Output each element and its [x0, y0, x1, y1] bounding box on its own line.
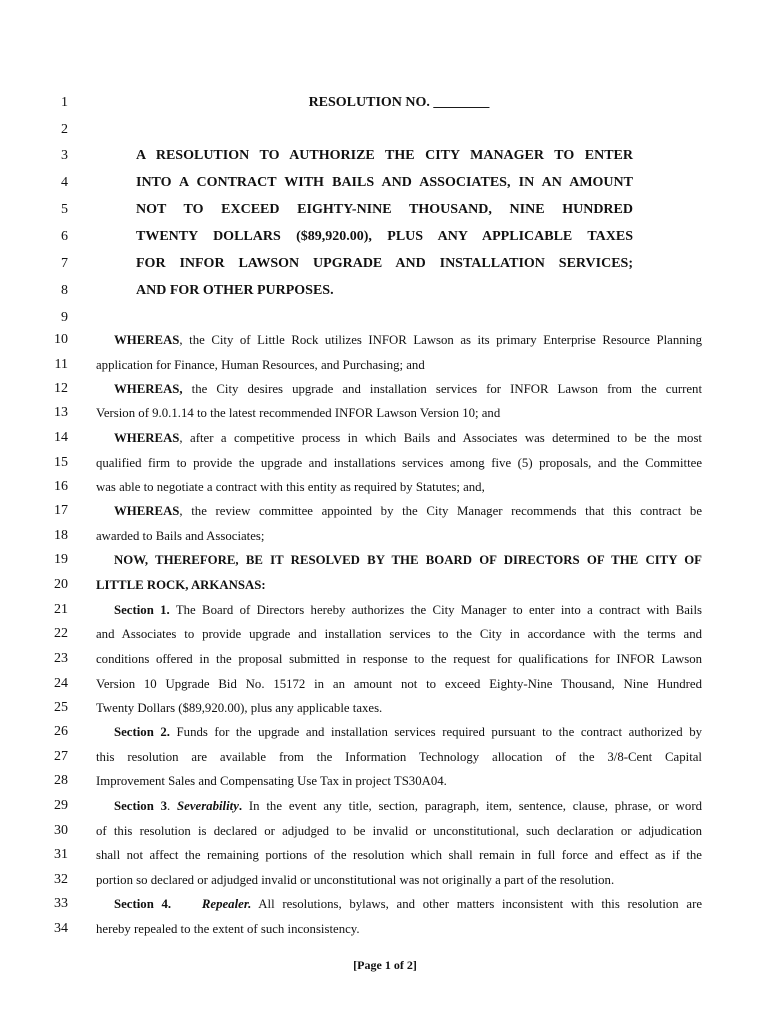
body-line: shall not affect the remaining portions of the resolution which shall remain in full force and effect as if the	[96, 848, 702, 862]
line-number: 19	[54, 552, 68, 567]
caption-line: NOT TO EXCEED EIGHTY-NINE THOUSAND, NINE HUNDRED	[136, 202, 633, 217]
section-4: Section 4. Repealer. All resolutions, bylaws, and other matters inconsistent with this resolution are	[114, 897, 703, 911]
line-number: 11	[54, 357, 68, 372]
line-number: 25	[54, 700, 68, 715]
caption-line: AND FOR OTHER PURPOSES.	[136, 283, 334, 298]
body-line: was able to negotiate a contract with this entity as required by Statutes; and,	[96, 480, 485, 494]
line-number: 21	[54, 602, 68, 617]
line-number: 33	[54, 896, 68, 911]
body-line: Improvement Sales and Compensating Use Tax in project TS30A04.	[96, 774, 447, 788]
whereas-clause-2: WHEREAS, the City desires upgrade and installation services for INFOR Lawson from the current	[114, 382, 702, 396]
line-number: 27	[54, 749, 68, 764]
body-line: and Associates to provide upgrade and installation services to the City in accordance with the terms and	[96, 627, 702, 641]
line-number: 12	[54, 381, 68, 396]
line-number: 4	[61, 175, 68, 190]
line-number: 23	[54, 651, 68, 666]
body-line: Version of 9.0.1.14 to the latest recommended INFOR Lawson Version 10; and	[96, 406, 501, 420]
body-line: Twenty Dollars ($89,920.00), plus any applicable taxes.	[96, 701, 383, 715]
line-number: 7	[61, 256, 68, 271]
line-number: 15	[54, 455, 68, 470]
line-number: 34	[54, 921, 68, 936]
section-1: Section 1. The Board of Directors hereby authorizes the City Manager to enter into a contract with Bails	[114, 603, 702, 617]
line-number: 13	[54, 405, 68, 420]
body-line: this resolution are available from the Information Technology allocation of the 3/8-Cent Capital	[96, 750, 702, 764]
line-number: 6	[61, 229, 68, 244]
line-number: 5	[61, 202, 68, 217]
body-line: application for Finance, Human Resources, and Purchasing; and	[96, 358, 425, 372]
line-number: 31	[54, 847, 68, 862]
line-number: 24	[54, 676, 68, 691]
line-number: 3	[61, 148, 68, 163]
line-number: 9	[61, 310, 68, 325]
resolution-title: RESOLUTION NO. ________	[308, 95, 490, 110]
line-number: 26	[54, 724, 68, 739]
body-line: hereby repealed to the extent of such inconsistency.	[96, 922, 360, 936]
whereas-clause-4: WHEREAS, the review committee appointed by the City Manager recommends that this contract be	[114, 504, 702, 518]
line-number: 18	[54, 528, 68, 543]
whereas-clause-3: WHEREAS, after a competitive process in which Bails and Associates was determined to be the most	[114, 431, 702, 445]
line-number: 16	[54, 479, 68, 494]
line-number: 22	[54, 626, 68, 641]
caption-line: A RESOLUTION TO AUTHORIZE THE CITY MANAGER TO ENTER	[136, 148, 633, 163]
line-number: 32	[54, 872, 68, 887]
caption-line: FOR INFOR LAWSON UPGRADE AND INSTALLATION SERVICES;	[136, 256, 633, 271]
caption-line: INTO A CONTRACT WITH BAILS AND ASSOCIATES, IN AN AMOUNT	[136, 175, 633, 190]
caption-line: TWENTY DOLLARS ($89,920.00), PLUS ANY APPLICABLE TAXES	[136, 229, 633, 244]
line-number: 14	[54, 430, 68, 445]
body-line: qualified firm to provide the upgrade and installations services among five (5) proposals, and the Committee	[96, 456, 702, 470]
line-number: 2	[61, 122, 68, 137]
body-line: Version 10 Upgrade Bid No. 15172 in an amount not to exceed Eighty-Nine Thousand, Nine Hundred	[96, 677, 702, 691]
line-number: 10	[54, 332, 68, 347]
body-line: portion so declared or adjudged invalid or unconstitutional was not originally a part of the resolution.	[96, 873, 615, 887]
body-line: conditions offered in the proposal submitted in response to the request for qualifications for INFOR Lawson	[96, 652, 702, 666]
section-3: Section 3. Severability. In the event any title, section, paragraph, item, sentence, clause, phrase, or word	[114, 799, 702, 813]
line-number: 20	[54, 577, 68, 592]
line-number: 28	[54, 773, 68, 788]
body-line: of this resolution is declared or adjudged to be invalid or unconstitutional, such declaration or adjudication	[96, 824, 702, 838]
page-footer: [Page 1 of 2]	[353, 958, 417, 972]
whereas-clause-1: WHEREAS, the City of Little Rock utilizes INFOR Lawson as its primary Enterprise Resource Planning	[114, 333, 702, 347]
resolved-clause: NOW, THEREFORE, BE IT RESOLVED BY THE BOARD OF DIRECTORS OF THE CITY OF	[114, 553, 702, 567]
section-2: Section 2. Funds for the upgrade and installation services required pursuant to the contract authorized by	[114, 725, 702, 739]
line-number: 1	[61, 95, 68, 110]
line-number: 8	[61, 283, 68, 298]
line-number: 29	[54, 798, 68, 813]
line-number: 17	[54, 503, 68, 518]
line-number: 30	[54, 823, 68, 838]
resolved-clause: LITTLE ROCK, ARKANSAS:	[96, 578, 266, 592]
body-line: awarded to Bails and Associates;	[96, 529, 265, 543]
